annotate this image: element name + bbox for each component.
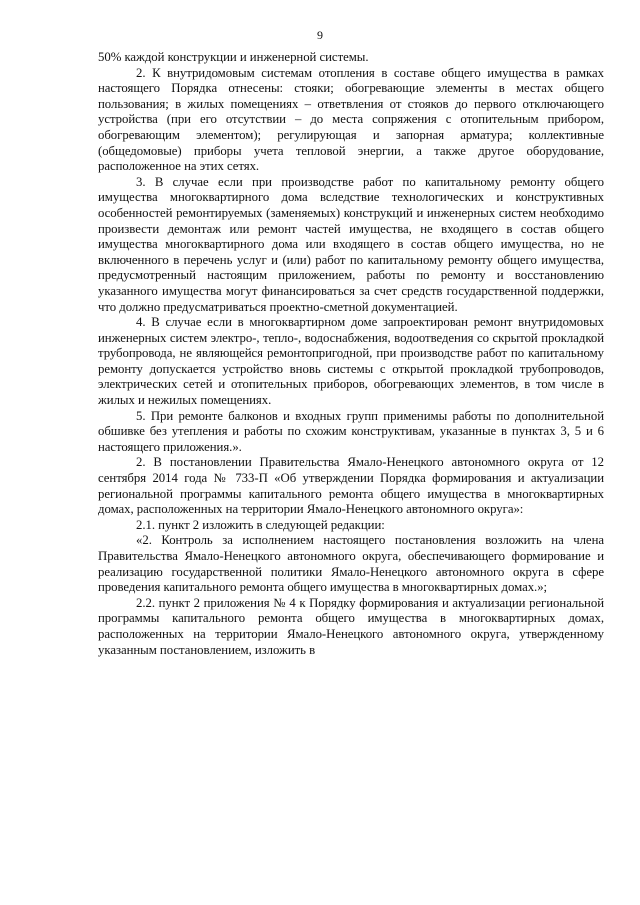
paragraph-balconies: 5. При ремонте балконов и входных групп применимы работы по дополнительной обшивке без утепления и работы по схожим конструктивам, указанные в пунктах 3, 5 и 6 настоящего приложения.». <box>98 408 604 454</box>
paragraph-item-2-1: 2.1. пункт 2 изложить в следующей редакции: <box>136 517 385 532</box>
paragraph-control-clause: «2. Контроль за исполнением настоящего постановления возложить на члена Правительства Ямало-Ненецкого автономного округа, обеспечивающего формирование и реализацию государственной политики Ямало-Ненецкого автономного округа в сфере проведения капитального ремонта общего имущества в многоквартирных домах.»; <box>98 533 604 595</box>
paragraph-dismantling: 3. В случае если при производстве работ по капитальному ремонту общего имущества многоквартирного дома вследствие технологических и конструктивных особенностей ремонтируемых (заменяемых) конструкций и инженерных систем необходимо произвести демонтаж или ремонт частей имущества, не входящего в состав общего имущества многоквартирного дома или входящего в состав общего имущества, но не включенного в перечень услуг и (или) работ по капитальному ремонту общего имущества, предусмотренный настоящим приложением, работы по ремонту и восстановлению указанного имущества могут финансироваться за счет средств государственной поддержки, что должно предусматриваться проектно-сметной документацией. <box>98 174 604 314</box>
paragraph-resolution-733: 2. В постановлении Правительства Ямало-Ненецкого автономного округа от 12 сентября 2014 года № 733-П «Об утверждении Порядка формирования и актуализации региональной программы капитального ремонта общего имущества в многоквартирных домах, расположенных на территории Ямало-Ненецкого автономного округа»: <box>98 455 604 517</box>
page-number: 9 <box>317 28 323 42</box>
paragraph-heating-systems: 2. К внутридомовым системам отопления в составе общего имущества в рамках настоящего Порядка отнесены: стояки; обогревающие элементы в местах общего пользования; в жилых помещениях – ответвления от стояков до первого отключающего устройства (при его отсутствии – до места сопряжения с отопительным прибором, обогревающим элементом); регулирующая и запорная арматура; коллективные (общедомовые) приборы учета тепловой энергии, а также другое оборудование, расположенное на этих сетях. <box>98 65 604 174</box>
document-body <box>98 50 604 658</box>
paragraph-item-2-2: 2.2. пункт 2 приложения № 4 к Порядку формирования и актуализации региональной программы капитального ремонта общего имущества в многоквартирных домах, расположенных на территории Ямало-Ненецкого автономного округа, утвержденному указанным постановлением, изложить в <box>98 595 604 657</box>
paragraph-continuation: 50% каждой конструкции и инженерной системы. <box>98 50 369 64</box>
paragraph-hidden-pipes: 4. В случае если в многоквартирном доме запроектирован ремонт внутридомовых инженерных систем электро-, тепло-, водоснабжения, водоотведения со скрытой прокладкой трубопровода, не являющейся ремонтопригодной, при производстве работ по капитальному ремонту допускается устройство вновь системы с открытой прокладкой трубопроводов, электрических сетей и отопительных приборов, обогревающих элементов, в том числе в жилых и нежилых помещениях. <box>98 315 604 408</box>
